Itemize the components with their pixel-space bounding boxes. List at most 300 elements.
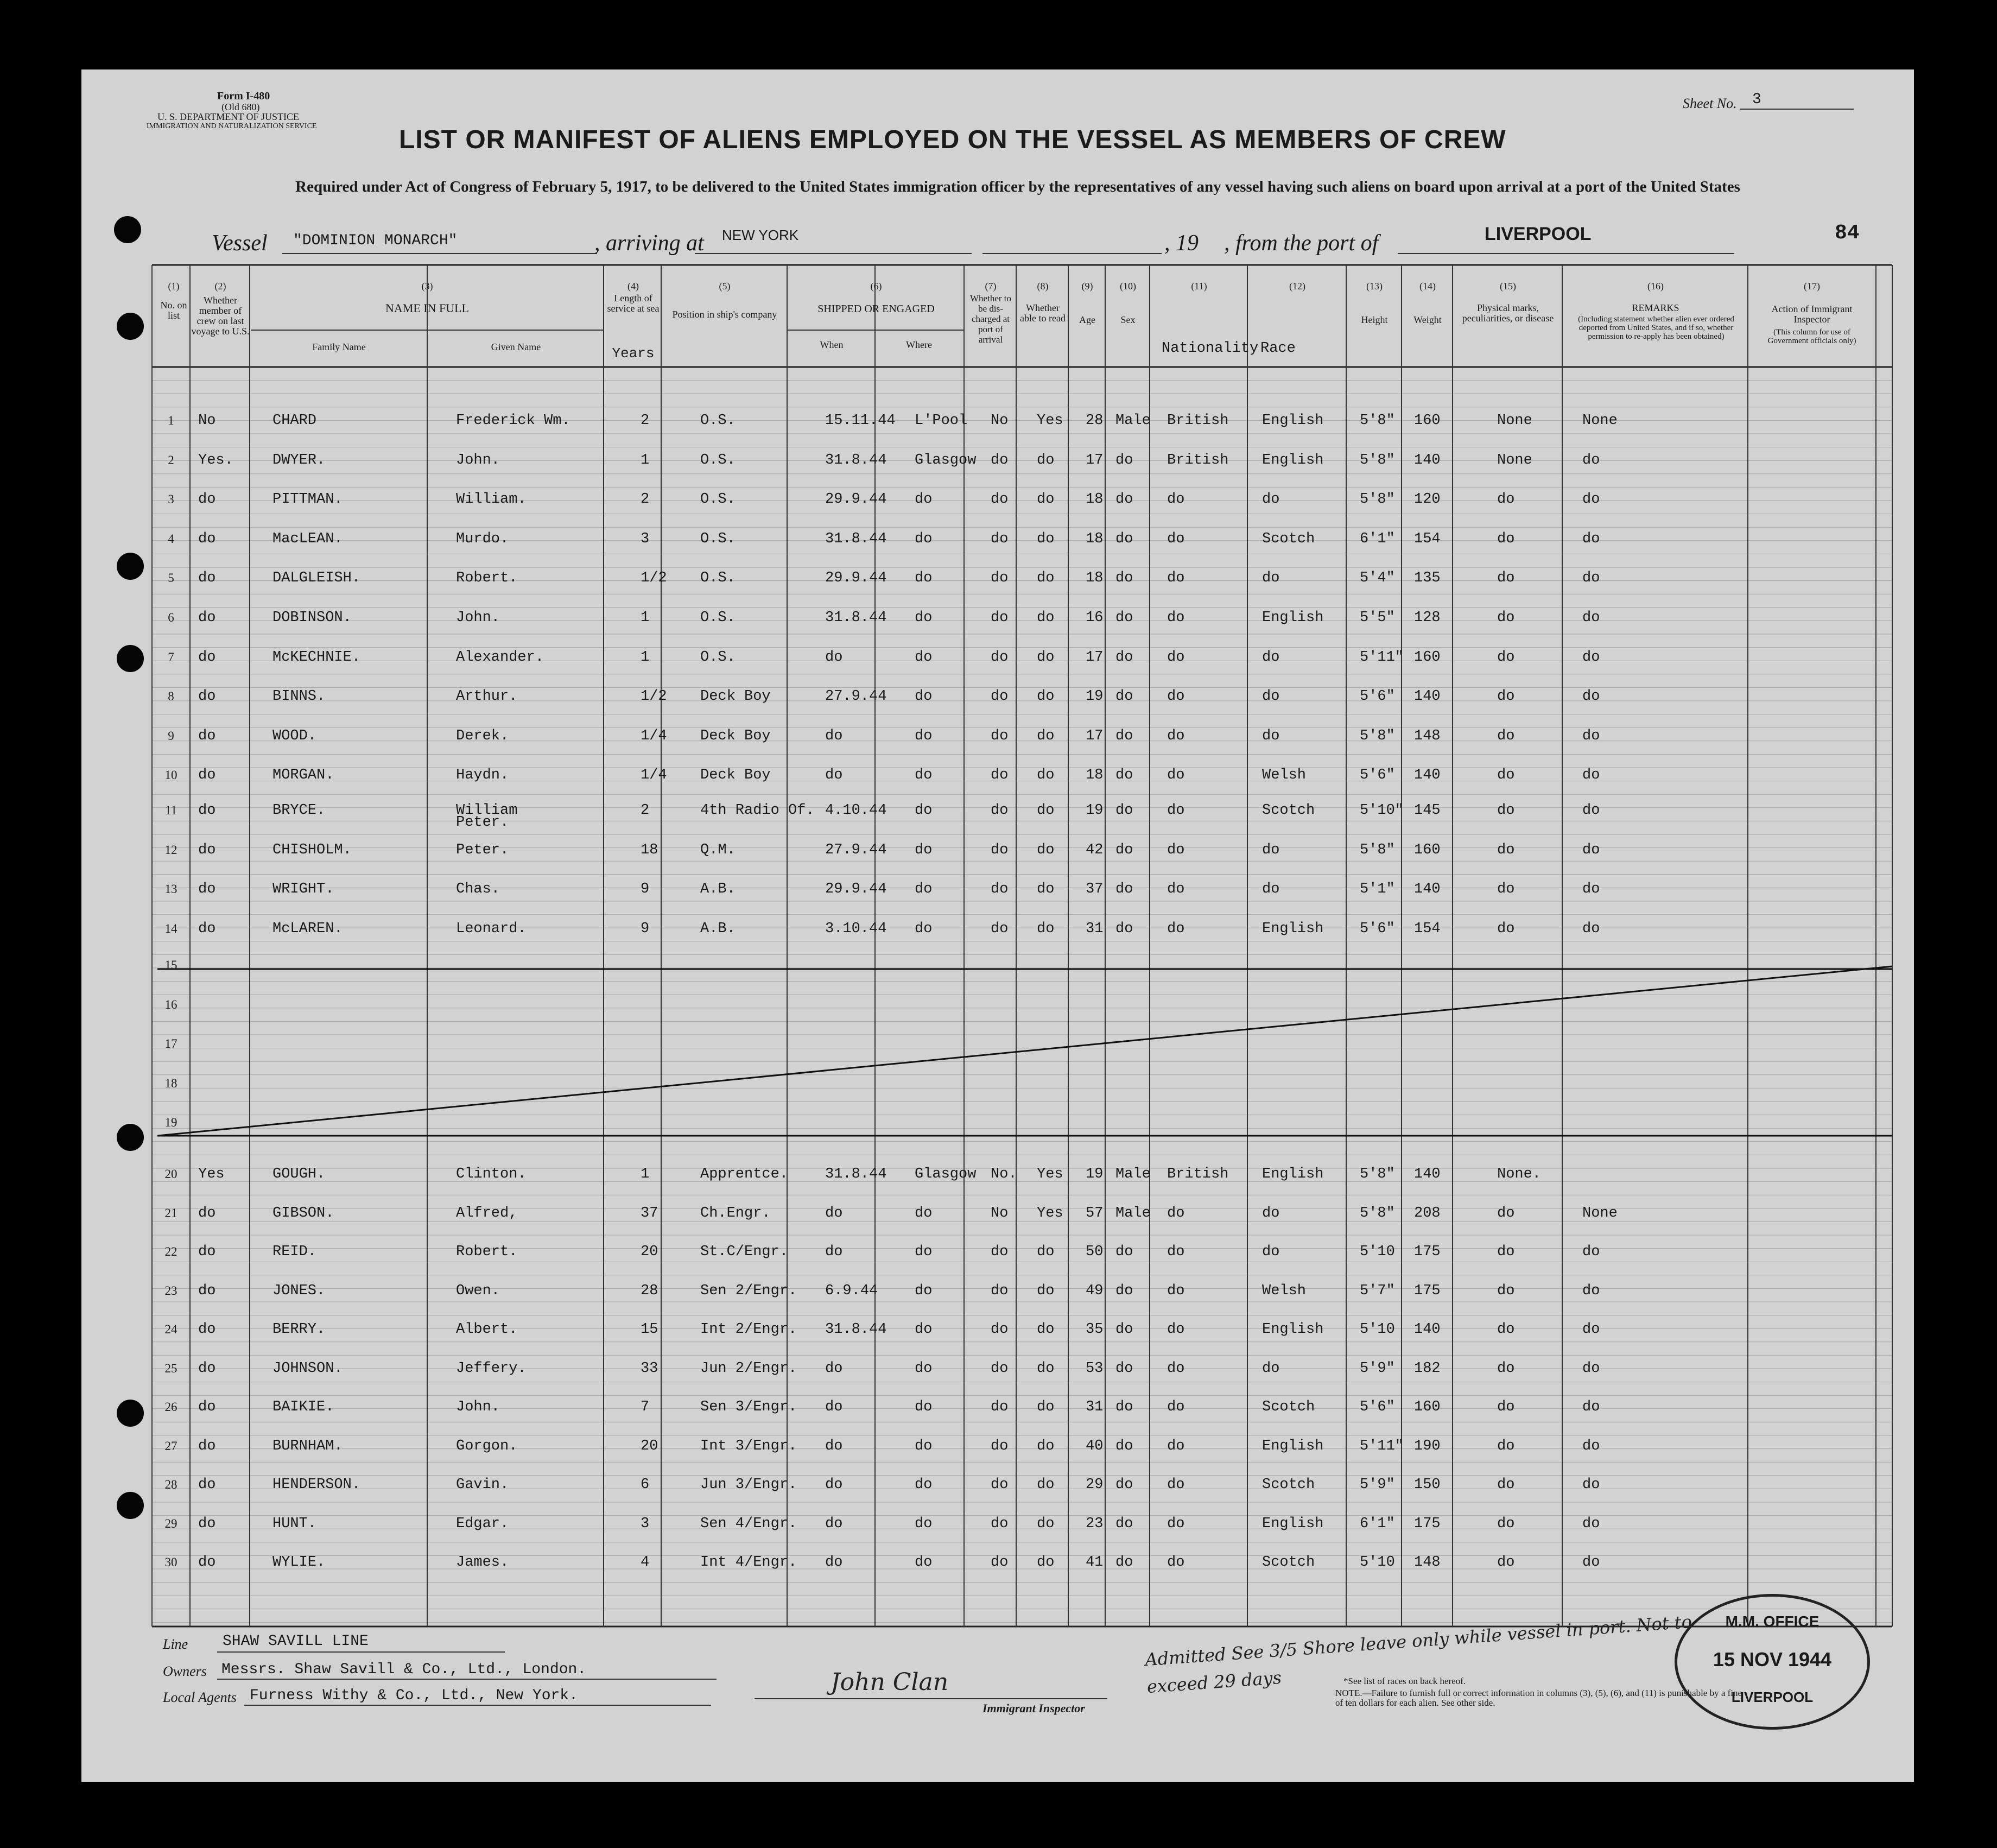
cell-prev: do xyxy=(198,530,216,547)
cell-position: Deck Boy xyxy=(700,767,771,784)
arriving-label: , arriving at xyxy=(594,231,704,256)
cell-service: 3 xyxy=(641,530,650,547)
row-number: 24 xyxy=(164,1322,177,1336)
cell-height: 5'4" xyxy=(1360,570,1395,587)
cell-when: do xyxy=(825,1554,843,1571)
cell-marks: do xyxy=(1497,570,1515,587)
cell-where: do xyxy=(915,1244,933,1260)
cell-height: 5'9" xyxy=(1360,1477,1395,1493)
stamp-date: 15 NOV 1944 xyxy=(1713,1648,1832,1670)
cell-weight: 145 xyxy=(1414,802,1441,819)
cell-given: John. xyxy=(456,610,500,626)
cell-given: Robert. xyxy=(456,570,518,587)
owners-label: Owners xyxy=(163,1663,207,1679)
row-number: 6 xyxy=(168,611,174,624)
cell-sex: do xyxy=(1115,649,1133,666)
col5-header: Position in ship's company xyxy=(672,309,777,320)
cell-position: O.S. xyxy=(700,452,736,469)
cell-sex: do xyxy=(1115,841,1133,858)
cell-nationality: do xyxy=(1167,1399,1185,1415)
cell-given-second: Peter. xyxy=(456,814,509,831)
cell-age: 53 xyxy=(1086,1360,1104,1377)
vessel-name: "DOMINION MONARCH" xyxy=(293,232,458,249)
cell-race: do xyxy=(1262,727,1280,744)
cell-read: Yes xyxy=(1037,413,1063,429)
cell-disch: do xyxy=(991,1477,1009,1493)
cell-where: do xyxy=(915,530,933,547)
cell-weight: 182 xyxy=(1414,1360,1441,1377)
cell-sex: do xyxy=(1115,530,1133,547)
cell-age: 31 xyxy=(1086,1399,1104,1415)
cell-given: Robert. xyxy=(456,1244,518,1260)
col4-num: (4) xyxy=(627,281,639,292)
col3a-header: Family Name xyxy=(312,341,366,352)
col13-num: (13) xyxy=(1366,281,1383,292)
cell-when: 6.9.44 xyxy=(825,1282,878,1299)
cell-age: 28 xyxy=(1086,413,1104,429)
cell-weight: 140 xyxy=(1414,688,1441,705)
row-number: 7 xyxy=(168,650,174,664)
row-number: 2 xyxy=(168,453,174,467)
cell-when: do xyxy=(825,727,843,744)
cell-remarks: do xyxy=(1582,767,1600,784)
cell-nationality: British xyxy=(1167,413,1229,429)
cell-read: do xyxy=(1037,1282,1055,1299)
cell-remarks: do xyxy=(1582,491,1600,508)
year-label: , 19 xyxy=(1164,231,1199,256)
col7-num: (7) xyxy=(985,281,997,292)
cell-when: do xyxy=(825,1244,843,1260)
cell-family: BERRY. xyxy=(272,1321,326,1338)
cell-nationality: do xyxy=(1167,767,1185,784)
cell-nationality: do xyxy=(1167,530,1185,547)
cell-marks: do xyxy=(1497,1477,1515,1493)
cell-family: BURNHAM. xyxy=(272,1438,343,1454)
cell-given: Arthur. xyxy=(456,688,518,705)
cell-marks: do xyxy=(1497,1554,1515,1571)
row-number: 16 xyxy=(164,997,177,1011)
cell-sex: do xyxy=(1115,1515,1133,1532)
cell-read: do xyxy=(1037,1360,1055,1377)
cell-age: 31 xyxy=(1086,920,1104,937)
row-number: 29 xyxy=(164,1516,177,1530)
cell-height: 5'6" xyxy=(1360,920,1395,937)
cell-read: Yes xyxy=(1037,1166,1063,1182)
row-number: 15 xyxy=(164,958,177,972)
cell-disch: do xyxy=(991,802,1009,819)
cell-height: 5'8" xyxy=(1360,1205,1395,1222)
cell-age: 23 xyxy=(1086,1515,1104,1532)
col11-num: (11) xyxy=(1191,281,1207,292)
cell-given: Clinton. xyxy=(456,1166,527,1182)
cell-prev: do xyxy=(198,688,216,705)
cell-disch: No xyxy=(991,413,1009,429)
cell-where: do xyxy=(915,570,933,587)
cell-read: do xyxy=(1037,1515,1055,1532)
col6-header: SHIPPED OR ENGAGED xyxy=(817,303,935,315)
cell-when: 31.8.44 xyxy=(825,452,887,469)
row-number: 25 xyxy=(164,1361,177,1375)
col1-header: No. on list xyxy=(160,300,187,321)
cell-race: do xyxy=(1262,881,1280,898)
cell-age: 17 xyxy=(1086,727,1104,744)
cell-sex: do xyxy=(1115,1360,1133,1377)
cell-remarks: do xyxy=(1582,610,1600,626)
cell-position: Apprentce. xyxy=(700,1166,789,1182)
from-port-label: , from the port of xyxy=(1224,231,1379,256)
cell-service: 1 xyxy=(641,610,650,626)
cell-height: 5'5" xyxy=(1360,610,1395,626)
cell-remarks: None xyxy=(1582,413,1618,429)
cell-prev: Yes xyxy=(198,1166,225,1182)
cell-sex: do xyxy=(1115,491,1133,508)
cell-disch: do xyxy=(991,491,1009,508)
cell-disch: do xyxy=(991,1321,1009,1338)
cell-service: 15 xyxy=(641,1321,658,1338)
col15-num: (15) xyxy=(1500,281,1516,292)
cell-remarks: do xyxy=(1582,1554,1600,1571)
sheet-number: 3 xyxy=(1752,91,1761,108)
cell-age: 41 xyxy=(1086,1554,1104,1571)
cell-prev: Yes. xyxy=(198,452,233,469)
cell-position: 4th Radio Of. xyxy=(700,802,815,819)
cell-remarks: do xyxy=(1582,1244,1600,1260)
cell-sex: do xyxy=(1115,1438,1133,1454)
cell-family: PITTMAN. xyxy=(272,491,343,508)
cell-where: do xyxy=(915,1554,933,1571)
cell-given: Gorgon. xyxy=(456,1438,518,1454)
col17-subheader: (This column for use of Government officials only) xyxy=(1767,328,1856,345)
cell-read: do xyxy=(1037,1244,1055,1260)
row-number: 21 xyxy=(164,1206,177,1220)
cell-read: do xyxy=(1037,1554,1055,1571)
cell-when: 3.10.44 xyxy=(825,920,887,937)
cell-race: Scotch xyxy=(1262,530,1315,547)
cell-where: do xyxy=(915,1205,933,1222)
cell-nationality: do xyxy=(1167,1554,1185,1571)
cell-prev: do xyxy=(198,802,216,819)
cell-given: Derek. xyxy=(456,727,509,744)
col2-num: (2) xyxy=(214,281,226,292)
col12-typed: Race xyxy=(1260,340,1296,357)
cell-race: do xyxy=(1262,841,1280,858)
cell-service: 3 xyxy=(641,1515,650,1532)
cell-age: 16 xyxy=(1086,610,1104,626)
cell-service: 1 xyxy=(641,649,650,666)
cell-nationality: do xyxy=(1167,727,1185,744)
col6b-header: Where xyxy=(906,339,932,350)
col4-typed: Years xyxy=(612,345,655,362)
cell-family: DOBINSON. xyxy=(272,610,352,626)
cell-disch: do xyxy=(991,1554,1009,1571)
cell-where: do xyxy=(915,802,933,819)
col16-header: REMARKS xyxy=(1632,302,1679,313)
cell-position: Sen 4/Engr. xyxy=(700,1515,797,1532)
cell-given: Peter. xyxy=(456,841,509,858)
cell-position: O.S. xyxy=(700,491,736,508)
cell-given: John. xyxy=(456,1399,500,1415)
cell-weight: 140 xyxy=(1414,452,1441,469)
cell-sex: do xyxy=(1115,570,1133,587)
sheet-no-label: Sheet No. xyxy=(1683,96,1737,111)
cell-nationality: British xyxy=(1167,1166,1229,1182)
cell-race: English xyxy=(1262,413,1324,429)
cell-age: 49 xyxy=(1086,1282,1104,1299)
col12-num: (12) xyxy=(1289,281,1305,292)
cell-read: do xyxy=(1037,610,1055,626)
cell-given: Alexander. xyxy=(456,649,544,666)
cell-age: 17 xyxy=(1086,649,1104,666)
cell-family: JONES. xyxy=(272,1282,326,1299)
cell-where: do xyxy=(915,920,933,937)
cell-disch: do xyxy=(991,727,1009,744)
cell-race: English xyxy=(1262,920,1324,937)
cell-height: 5'7" xyxy=(1360,1282,1395,1299)
cell-sex: do xyxy=(1115,1554,1133,1571)
cell-weight: 160 xyxy=(1414,1399,1441,1415)
cell-disch: do xyxy=(991,1244,1009,1260)
cell-given: Chas. xyxy=(456,881,500,898)
cell-height: 5'11" xyxy=(1360,649,1404,666)
cell-prev: do xyxy=(198,727,216,744)
cell-race: do xyxy=(1262,649,1280,666)
cell-race: do xyxy=(1262,1205,1280,1222)
cell-disch: do xyxy=(991,649,1009,666)
cell-marks: do xyxy=(1497,1438,1515,1454)
cell-given: Jeffery. xyxy=(456,1360,527,1377)
cell-where: do xyxy=(915,1282,933,1299)
row-number: 20 xyxy=(164,1167,177,1181)
cell-where: do xyxy=(915,1360,933,1377)
cell-disch: do xyxy=(991,1438,1009,1454)
cell-position: Deck Boy xyxy=(700,727,771,744)
line-value: SHAW SAVILL LINE xyxy=(223,1633,369,1650)
cell-position: Sen 2/Engr. xyxy=(700,1282,797,1299)
cell-where: do xyxy=(915,1321,933,1338)
form-old-number: (Old 680) xyxy=(221,102,260,112)
cell-family: WRIGHT. xyxy=(272,881,334,898)
cell-disch: do xyxy=(991,1282,1009,1299)
cell-where: do xyxy=(915,1515,933,1532)
cell-age: 18 xyxy=(1086,491,1104,508)
col5-num: (5) xyxy=(719,281,731,292)
cell-position: O.S. xyxy=(700,413,736,429)
cell-given: Haydn. xyxy=(456,767,509,784)
from-port: LIVERPOOL xyxy=(1485,224,1592,244)
cell-weight: 120 xyxy=(1414,491,1441,508)
cell-given: Murdo. xyxy=(456,530,509,547)
cell-read: do xyxy=(1037,491,1055,508)
cell-height: 5'10 xyxy=(1360,1321,1395,1338)
cell-family: CHARD xyxy=(272,413,317,429)
cell-read: do xyxy=(1037,1477,1055,1493)
cell-position: Int 3/Engr. xyxy=(700,1438,797,1454)
handwritten-note: Admitted See 3/5 Shore leave only while vessel in port. Not to exceed 29 days xyxy=(1144,1611,1692,1698)
cell-read: do xyxy=(1037,802,1055,819)
cell-service: 1/4 xyxy=(641,767,667,784)
row-number: 14 xyxy=(164,921,177,935)
cell-read: do xyxy=(1037,530,1055,547)
cell-position: O.S. xyxy=(700,530,736,547)
col6-num: (6) xyxy=(870,281,882,292)
races-note: *See list of races on back hereof. xyxy=(1343,1676,1466,1686)
cell-given: William. xyxy=(456,491,527,508)
cell-height: 6'1" xyxy=(1360,530,1395,547)
row-number: 1 xyxy=(168,414,174,427)
cell-nationality: do xyxy=(1167,920,1185,937)
cell-height: 5'10 xyxy=(1360,1554,1395,1571)
vessel-label: Vessel xyxy=(212,231,268,256)
cell-service: 1/4 xyxy=(641,727,667,744)
cell-age: 18 xyxy=(1086,767,1104,784)
col3b-header: Given Name xyxy=(491,341,541,352)
col9-header: Age xyxy=(1079,314,1095,325)
cell-race: Scotch xyxy=(1262,802,1315,819)
cell-family: HENDERSON. xyxy=(272,1477,361,1493)
cell-service: 6 xyxy=(641,1477,650,1493)
cell-race: do xyxy=(1262,688,1280,705)
cell-marks: do xyxy=(1497,1321,1515,1338)
cell-nationality: do xyxy=(1167,610,1185,626)
cell-remarks: do xyxy=(1582,1321,1600,1338)
cell-prev: do xyxy=(198,1399,216,1415)
cell-weight: 190 xyxy=(1414,1438,1441,1454)
cell-prev: do xyxy=(198,1244,216,1260)
cell-when: 31.8.44 xyxy=(825,1321,887,1338)
line-label: Line xyxy=(163,1636,188,1652)
row-number: 30 xyxy=(164,1555,177,1569)
cell-marks: do xyxy=(1497,1515,1515,1532)
cell-disch: do xyxy=(991,1360,1009,1377)
cell-remarks: do xyxy=(1582,530,1600,547)
service-name: IMMIGRATION AND NATURALIZATION SERVICE xyxy=(147,122,317,130)
cell-height: 5'6" xyxy=(1360,767,1395,784)
col16-num: (16) xyxy=(1647,281,1664,292)
cell-disch: do xyxy=(991,841,1009,858)
cell-race: English xyxy=(1262,1321,1324,1338)
row-number: 23 xyxy=(164,1283,177,1298)
cell-service: 28 xyxy=(641,1282,658,1299)
cell-weight: 160 xyxy=(1414,841,1441,858)
cell-read: do xyxy=(1037,570,1055,587)
cell-disch: do xyxy=(991,610,1009,626)
cell-nationality: British xyxy=(1167,452,1229,469)
cell-position: O.S. xyxy=(700,610,736,626)
cell-when: 31.8.44 xyxy=(825,610,887,626)
col9-num: (9) xyxy=(1081,281,1093,292)
cell-position: Int 2/Engr. xyxy=(700,1321,797,1338)
col3-header: NAME IN FULL xyxy=(385,301,469,315)
cell-where: Glasgow xyxy=(915,452,977,469)
office-stamp xyxy=(1675,1594,1870,1730)
col7-header: Whether to be dis-charged at port of arrival xyxy=(970,293,1011,345)
cell-weight: 175 xyxy=(1414,1515,1441,1532)
cell-marks: do xyxy=(1497,920,1515,937)
col2-header: Whether member of crew on last voyage to U.S. xyxy=(191,295,250,337)
cell-position: Deck Boy xyxy=(700,688,771,705)
cell-when: do xyxy=(825,1205,843,1222)
col1-num: (1) xyxy=(168,281,180,292)
cell-read: do xyxy=(1037,452,1055,469)
cell-where: do xyxy=(915,727,933,744)
cell-remarks: do xyxy=(1582,1399,1600,1415)
row-number: 11 xyxy=(164,803,177,817)
cell-read: do xyxy=(1037,1438,1055,1454)
cell-prev: do xyxy=(198,1321,216,1338)
cell-where: do xyxy=(915,688,933,705)
col6a-header: When xyxy=(820,339,844,350)
cell-remarks: do xyxy=(1582,649,1600,666)
cell-position: St.C/Engr. xyxy=(700,1244,789,1260)
cell-age: 17 xyxy=(1086,452,1104,469)
cell-given: James. xyxy=(456,1554,509,1571)
cell-marks: None. xyxy=(1497,1166,1542,1182)
cell-nationality: do xyxy=(1167,1515,1185,1532)
arriving-port: NEW YORK xyxy=(722,227,799,243)
cell-when: do xyxy=(825,1515,843,1532)
cell-age: 19 xyxy=(1086,1166,1104,1182)
page-number: 84 xyxy=(1835,221,1860,245)
cell-race: English xyxy=(1262,452,1324,469)
cell-position: A.B. xyxy=(700,920,736,937)
cell-read: do xyxy=(1037,727,1055,744)
cell-weight: 154 xyxy=(1414,530,1441,547)
cell-marks: do xyxy=(1497,1282,1515,1299)
owners-value: Messrs. Shaw Savill & Co., Ltd., London. xyxy=(221,1661,587,1678)
cell-height: 5'6" xyxy=(1360,1399,1395,1415)
row-number: 8 xyxy=(168,689,174,704)
cell-sex: do xyxy=(1115,1477,1133,1493)
row-number: 12 xyxy=(164,843,177,857)
cell-weight: 140 xyxy=(1414,1166,1441,1182)
cell-marks: do xyxy=(1497,610,1515,626)
cell-marks: do xyxy=(1497,1244,1515,1260)
cell-age: 40 xyxy=(1086,1438,1104,1454)
cell-family: BINNS. xyxy=(272,688,326,705)
cell-nationality: do xyxy=(1167,1477,1185,1493)
cell-position: Int 4/Engr. xyxy=(700,1554,797,1571)
row-number: 4 xyxy=(168,531,174,546)
cell-age: 19 xyxy=(1086,688,1104,705)
cell-race: Scotch xyxy=(1262,1477,1315,1493)
department: U. S. DEPARTMENT OF JUSTICE xyxy=(157,111,299,122)
cell-remarks: do xyxy=(1582,881,1600,898)
cell-age: 57 xyxy=(1086,1205,1104,1222)
row-number: 5 xyxy=(168,571,174,585)
cell-when: do xyxy=(825,649,843,666)
cell-race: Scotch xyxy=(1262,1399,1315,1415)
cell-height: 5'8" xyxy=(1360,727,1395,744)
cell-weight: 128 xyxy=(1414,610,1441,626)
cell-prev: do xyxy=(198,767,216,784)
cell-where: do xyxy=(915,767,933,784)
cell-read: do xyxy=(1037,1321,1055,1338)
cell-nationality: do xyxy=(1167,881,1185,898)
cell-sex: do xyxy=(1115,920,1133,937)
penalty-note: NOTE.—Failure to furnish full or correct information in columns (3), (5), (6), and (11) is punishable by a fine of ten dollars for each alien. See other side. xyxy=(1335,1688,1742,1708)
cell-remarks: do xyxy=(1582,727,1600,744)
cell-remarks: do xyxy=(1582,688,1600,705)
col17-header: Action of Immigrant Inspector xyxy=(1771,303,1853,325)
col11-typed: Nationality xyxy=(1162,340,1259,357)
cell-prev: do xyxy=(198,570,216,587)
cell-service: 7 xyxy=(641,1399,650,1415)
cell-position: Jun 2/Engr. xyxy=(700,1360,797,1377)
cell-where: do xyxy=(915,649,933,666)
cell-remarks: do xyxy=(1582,1282,1600,1299)
cell-disch: do xyxy=(991,1515,1009,1532)
inspector-line xyxy=(755,1698,1107,1699)
